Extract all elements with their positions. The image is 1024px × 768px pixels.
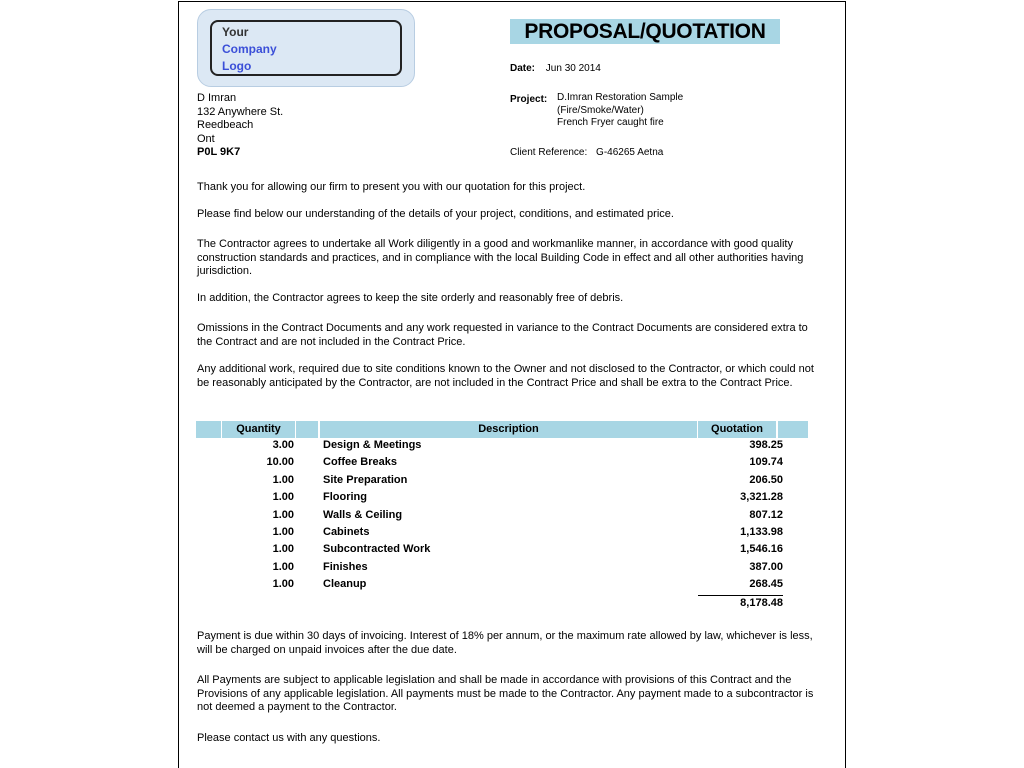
row-quantity: 1.00 xyxy=(272,543,294,556)
total-amount: 8,178.48 xyxy=(740,597,783,609)
client-postal: P0L 9K7 xyxy=(197,146,241,158)
closing-paragraph-payment-terms: Payment is due within 30 days of invoicing. Interest of 18% per annum, or the maximum rate allowed by law, whichever is less, will be charged on unpaid invoices after the due date. xyxy=(197,630,813,656)
project-line: D.Imran Restoration Sample xyxy=(557,92,684,103)
row-description: Cabinets xyxy=(323,526,370,538)
intro-paragraph-additional-work: Any additional work, required due to site conditions known to the Owner and not disclosed to the Contractor, or which could not be reasonably anticipated by the Contractor, are not included in the Contract Price and shall be extra to the Contract Price. xyxy=(197,363,814,389)
row-quotation: 387.00 xyxy=(749,560,783,573)
table-header-quotation: Quotation xyxy=(698,421,776,438)
row-description: Site Preparation xyxy=(323,473,408,486)
document-title: PROPOSAL/QUOTATION xyxy=(510,19,780,44)
date-value: Jun 30 2014 xyxy=(545,63,601,74)
row-quotation: 206.50 xyxy=(749,473,783,486)
table-header-quantity: Quantity xyxy=(222,421,295,438)
row-quotation: 1,546.16 xyxy=(740,543,783,556)
row-description: Flooring xyxy=(323,491,367,504)
date-row xyxy=(510,63,601,74)
row-quotation: 109.74 xyxy=(749,456,783,469)
table-row xyxy=(0,489,1024,506)
row-description: Coffee Breaks xyxy=(323,456,397,469)
logo-text-your: Your xyxy=(222,25,249,39)
client-reference xyxy=(510,147,663,158)
table-header-description: Description xyxy=(320,421,697,438)
intro-paragraph-understanding: Please find below our understanding of the details of your project, conditions, and estimated price. xyxy=(197,208,674,220)
row-quotation: 1,133.98 xyxy=(740,526,783,538)
table-row xyxy=(0,507,1024,524)
intro-paragraph-thanks: Thank you for allowing our firm to present you with our quotation for this project. xyxy=(197,181,586,193)
table-header-spacer xyxy=(196,421,221,438)
table-row xyxy=(0,559,1024,576)
project-line: French Fryer caught fire xyxy=(557,117,664,128)
row-quantity: 1.00 xyxy=(272,508,294,521)
table-header-spacer xyxy=(296,421,318,438)
closing-paragraph-payments-legislation: All Payments are subject to applicable legislation and shall be made in accordance with provisions of this Contract and the Provisions of any applicable legislation. All payments must be made to the Contractor. Any payment made to a subcontractor is not deemed a payment to the Contractor. xyxy=(197,674,814,713)
row-quotation: 398.25 xyxy=(749,439,783,451)
intro-paragraph-workmanship: The Contractor agrees to undertake all Work diligently in a good and workmanlike manner, in accordance with good quality construction standards and practices, and in compliance with the local Building Code in effect and all other authorities having jurisdiction. xyxy=(197,238,804,277)
logo-text-company: Company xyxy=(222,42,277,56)
row-description: Cleanup xyxy=(323,578,367,591)
client-address xyxy=(197,92,283,160)
row-quotation: 3,321.28 xyxy=(740,491,783,504)
row-description: Subcontracted Work xyxy=(323,543,431,556)
row-quantity: 1.00 xyxy=(272,578,294,591)
row-quantity: 10.00 xyxy=(266,456,294,469)
row-description: Design & Meetings xyxy=(323,439,422,451)
row-quantity: 1.00 xyxy=(272,526,294,538)
table-row xyxy=(0,576,1024,593)
table-row xyxy=(0,437,1024,454)
project-line: (Fire/Smoke/Water) xyxy=(557,104,644,116)
project-details xyxy=(557,92,683,130)
client-name: D Imran xyxy=(197,92,237,104)
client-reference-value: G-46265 Aetna xyxy=(596,147,664,158)
project-label: Project: xyxy=(510,94,548,105)
row-description: Walls & Ceiling xyxy=(323,508,403,521)
intro-paragraph-debris: In addition, the Contractor agrees to keep the site orderly and reasonably free of debris. xyxy=(197,292,624,304)
row-quotation: 807.12 xyxy=(749,508,783,521)
client-street: 132 Anywhere St. xyxy=(197,105,284,118)
row-quotation: 268.45 xyxy=(749,578,783,591)
logo-text-logo: Logo xyxy=(222,59,252,73)
table-header-spacer xyxy=(778,421,808,438)
client-city: Reedbeach xyxy=(197,119,254,131)
row-quantity: 1.00 xyxy=(272,560,294,573)
table-row xyxy=(0,541,1024,558)
row-description: Finishes xyxy=(323,560,368,573)
closing-paragraph-contact: Please contact us with any questions. xyxy=(197,732,381,744)
client-reference-label: Client Reference: xyxy=(510,147,588,158)
row-quantity: 3.00 xyxy=(272,439,294,451)
row-quantity: 1.00 xyxy=(272,473,294,486)
table-row xyxy=(0,454,1024,471)
table-row xyxy=(0,472,1024,489)
table-row xyxy=(0,524,1024,541)
date-label: Date: xyxy=(510,63,536,74)
intro-paragraph-omissions: Omissions in the Contract Documents and any work requested in variance to the Contract Documents are considered extra to the Contract and are not included in the Contract Price. xyxy=(197,322,808,348)
client-province: Ont xyxy=(197,132,215,145)
row-quantity: 1.00 xyxy=(272,491,294,504)
